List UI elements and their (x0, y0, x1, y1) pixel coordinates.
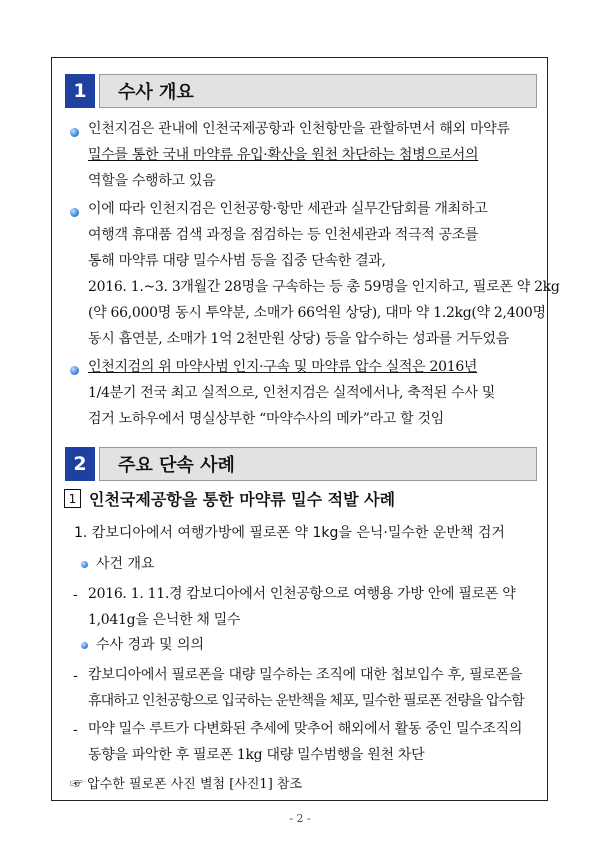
overview-text (88, 581, 540, 633)
text-line: 마약 밀수 루트가 다변화된 추세에 맞추어 해외에서 활동 중인 밀수조직의 (88, 721, 523, 737)
text-line: 동향을 파악한 후 필로폰 1kg 대량 밀수범행을 원천 차단 (88, 747, 425, 763)
text-line: 인천지검의 위 마약사범 인지·구속 및 마약류 압수 실적은 2016년 (88, 359, 478, 375)
section-2-number: 2 (65, 447, 95, 481)
section-1-title: 수사 개요 (99, 74, 537, 108)
text-line: 2016. 1. 11.경 캄보디아에서 인천공항으로 여행용 가방 안에 필로폰 약 (88, 586, 516, 602)
dash-marker: - (73, 668, 78, 684)
small-bullet-icon (81, 561, 88, 568)
section-2-title: 주요 단속 사례 (99, 447, 537, 481)
bullet-icon (70, 128, 79, 137)
page-number: - 2 - (289, 812, 311, 825)
section-1-number: 1 (65, 74, 95, 108)
bullet-icon (70, 208, 79, 217)
subheading-text: 인천국제공항을 통한 마약류 밀수 적발 사례 (89, 490, 396, 509)
text-line: 동시 흡연분, 소매가 1억 2천만원 상당) 등을 압수하는 성과를 거두었음 (88, 331, 509, 347)
text-line: 통해 마약류 대량 밀수사범 등을 집중 단속한 결과, (88, 253, 386, 269)
text-line: 밀수를 통한 국내 마약류 유입·확산을 원천 차단하는 첨병으로서의 (88, 147, 479, 163)
section-1-header (65, 74, 537, 108)
text-line: 1/4분기 전국 최고 실적으로, 인천지검은 실적에서나, 축적된 수사 및 (88, 385, 495, 401)
dash-marker: - (73, 722, 78, 738)
case-title: 1. 캄보디아에서 여행가방에 필로폰 약 1kg을 은닉·밀수한 운반책 검거 (74, 525, 505, 541)
section-2-header (65, 447, 537, 481)
text-line: 인천지검은 관내에 인천국제공항과 인천항만을 관할하면서 해외 마약류 (88, 121, 510, 137)
text-line: (약 66,000명 동시 투약분, 소매가 66억원 상당), 대마 약 1.2kg(약 2,400명 (88, 305, 546, 321)
paragraph-1 (88, 116, 538, 194)
photo-reference-note: ☞ 압수한 필로폰 사진 별첨 [사진1] 참조 (70, 777, 303, 792)
text-line: 검거 노하우에서 명실상부한 “마약수사의 메카”라고 할 것임 (88, 411, 444, 427)
paragraph-3 (88, 354, 538, 432)
bullet-icon (70, 366, 79, 375)
overview-label: 사건 개요 (96, 556, 155, 572)
progress-item-1 (88, 662, 540, 714)
subheading-number: 1 (64, 489, 81, 508)
text-line: 이에 따라 인천지검은 인천공항·항만 세관과 실무간담회를 개최하고 (88, 201, 488, 217)
text-line: 1,041g을 은닉한 채 밀수 (88, 612, 241, 628)
text-line: 여행객 휴대품 검색 과정을 점검하는 등 인천세관과 적극적 공조를 (88, 227, 479, 243)
progress-item-2 (88, 716, 540, 768)
small-bullet-icon (81, 642, 88, 649)
dash-marker: - (73, 587, 78, 603)
progress-label: 수사 경과 및 의의 (96, 637, 205, 653)
text-line: 휴대하고 인천공항으로 입국하는 운반책을 체포, 밀수한 필로폰 전량을 압수함 (88, 693, 524, 709)
text-line: 2016. 1.~3. 3개월간 28명을 구속하는 등 총 59명을 인지하고, 필로폰 약 2kg (88, 279, 560, 295)
subheading (64, 487, 395, 510)
text-line: 캄보디아에서 필로폰을 대량 밀수하는 조직에 대한 첩보입수 후, 필로폰을 (88, 667, 523, 683)
text-line: 역할을 수행하고 있음 (88, 173, 216, 189)
paragraph-2 (88, 196, 560, 352)
